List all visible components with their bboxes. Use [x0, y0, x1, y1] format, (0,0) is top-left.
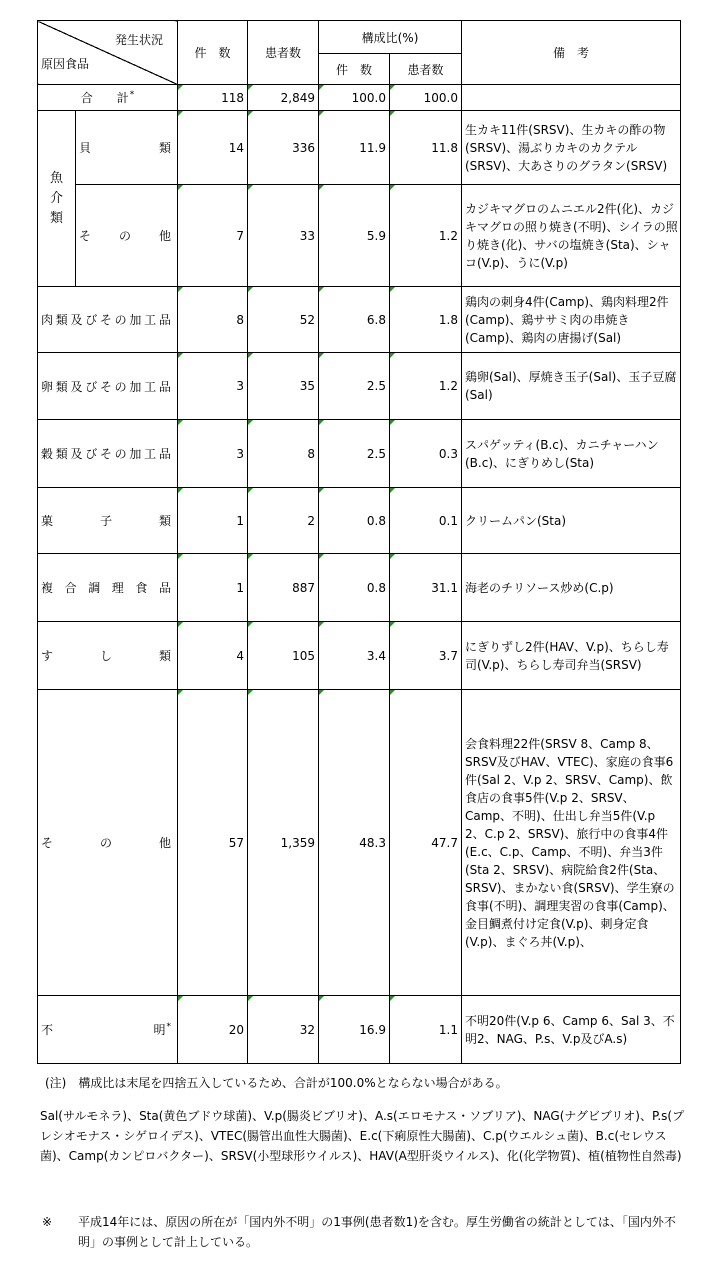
row-note: 不明20件(V.p 6、Camp 6、Sal 3、不明2、NAG、P.s、V.p及びA.s) [462, 996, 681, 1064]
row-ratio-cases: 5.9 [319, 185, 390, 287]
row-cases: 57 [178, 690, 248, 996]
row-note: 鶏卵(Sal)、厚焼き玉子(Sal)、玉子豆腐(Sal) [462, 353, 681, 420]
row-patients: 33 [248, 185, 319, 287]
row-label: 肉 類 及 び そ の 加 工 品 [38, 287, 178, 353]
row-ratio-cases: 16.9 [319, 996, 390, 1064]
row-note: スパゲッティ(B.c)、カニチャーハン(B.c)、にぎりめし(Sta) [462, 420, 681, 488]
footnote-rounding: (注) 構成比は末尾を四捨五入しているため、合計が100.0%とならない場合がある。 [45, 1076, 508, 1090]
table-row [38, 287, 681, 353]
table-row [38, 111, 681, 185]
row-label: 穀 類 及 び そ の 加 工 品 [38, 420, 178, 488]
row-ratio-cases: 2.5 [319, 420, 390, 488]
row-patients: 32 [248, 996, 319, 1064]
row-ratio-patients: 0.3 [390, 420, 462, 488]
total-ratio-patients: 100.0 [390, 85, 462, 111]
row-ratio-patients: 47.7 [390, 690, 462, 996]
row-ratio-cases: 0.8 [319, 554, 390, 622]
row-note: 生カキ11件(SRSV)、生カキの酢の物(SRSV)、湯ぶりカキのカクテル(SRSV)、大あさりのグラタン(SRSV) [462, 111, 681, 185]
row-patients: 105 [248, 622, 319, 690]
row-note: クリームパン(Sta) [462, 488, 681, 554]
row-ratio-patients: 1.2 [390, 353, 462, 420]
table-row [38, 420, 681, 488]
row-ratio-patients: 0.1 [390, 488, 462, 554]
footnote-abbreviations: Sal(サルモネラ)、Sta(黄色ブドウ球菌)、V.p(腸炎ビブリオ)、A.s(エロモナス・ソブリア)、NAG(ナグビブリオ)、P.s(プレシオモナス・シゲロイデス)、VTEC(腸管出血性大腸菌)、E.c(下痢原性大腸菌)、C.p(ウエルシュ菌)、B.c(セレウス菌)、Camp(カンピロバクター)、SRSV(小型球形ウイルス)、HAV(A型肝炎ウイルス)、化(化学物質)、植(植物性自然毒) [40, 1109, 685, 1163]
table-row [38, 353, 681, 420]
row-note: 鶏肉の刺身4件(Camp)、鶏肉料理2件(Camp)、鶏ササミ肉の串焼き(Camp)、鶏肉の唐揚げ(Sal) [462, 287, 681, 353]
row-patients: 8 [248, 420, 319, 488]
total-cases: 118 [178, 85, 248, 111]
row-cases: 14 [178, 111, 248, 185]
total-row [38, 85, 681, 111]
seafood-group-label: 魚 介 類 [38, 111, 76, 287]
row-note: 会食料理22件(SRSV 8、Camp 8、SRSV及びHAV、VTEC)、家庭の食事6件(Sal 2、V.p 2、SRSV、Camp)、飲食店の食事5件(V.p 2、SRSV、Camp、不明)、仕出し弁当5件(V.p 2、C.p 2、SRSV)、旅行中の食事4件(E.c、C.p、Camp、不明)、弁当3件(Sta 2、SRSV)、病院給食2件(Sta、SRSV)、まかない食(SRSV)、学生寮の食事(不明)、調理実習の食事(Camp)、金目鯛煮付け定食(V.p)、刺身定食(V.p)、まぐろ丼(V.p)、 [462, 690, 681, 996]
row-ratio-cases: 48.3 [319, 690, 390, 996]
row-ratio-patients: 1.2 [390, 185, 462, 287]
row-patients: 1,359 [248, 690, 319, 996]
row-label: 卵 類 及 び そ の 加 工 品 [38, 353, 178, 420]
footnote-mark: ※ [42, 1215, 53, 1229]
row-note: にぎりずし2件(HAV、V.p)、ちらし寿司(V.p)、ちらし寿司弁当(SRSV) [462, 622, 681, 690]
total-note [462, 85, 681, 111]
row-ratio-patients: 1.1 [390, 996, 462, 1064]
table-row [38, 488, 681, 554]
header-ratio-cases: 件 数 [319, 54, 390, 85]
header-diagonal-cell [38, 21, 178, 85]
header-cause-food: 原因食品 [41, 57, 90, 71]
header-patients: 患者数 [248, 21, 319, 85]
row-label: 不 明* [38, 996, 178, 1064]
row-ratio-patients: 3.7 [390, 622, 462, 690]
row-label: そ の 他 [38, 690, 178, 996]
footnote-unknown: 平成14年には、原因の所在が「国内外不明」の1事例(患者数1)を含む。厚生労働省の統計としては、「国内外不明」の事例として計上している。 [78, 1215, 676, 1249]
row-patients: 336 [248, 111, 319, 185]
header-ratio: 構成比(%) [319, 21, 462, 54]
table-row [38, 622, 681, 690]
row-patients: 2 [248, 488, 319, 554]
row-label: 貝 類 [76, 111, 178, 185]
table-row [38, 996, 681, 1064]
row-cases: 7 [178, 185, 248, 287]
row-patients: 52 [248, 287, 319, 353]
row-cases: 4 [178, 622, 248, 690]
row-patients: 35 [248, 353, 319, 420]
row-ratio-cases: 0.8 [319, 488, 390, 554]
header-ratio-patients: 患者数 [390, 54, 462, 85]
row-cases: 8 [178, 287, 248, 353]
row-ratio-cases: 6.8 [319, 287, 390, 353]
total-label: 合 計* [38, 85, 178, 111]
row-cases: 3 [178, 420, 248, 488]
row-label: 複 合 調 理 食 品 [38, 554, 178, 622]
total-ratio-cases: 100.0 [319, 85, 390, 111]
table-row [38, 554, 681, 622]
row-ratio-patients: 11.8 [390, 111, 462, 185]
food-poisoning-table [37, 20, 681, 1064]
row-ratio-cases: 11.9 [319, 111, 390, 185]
row-patients: 887 [248, 554, 319, 622]
header-notes: 備 考 [462, 21, 681, 85]
header-cases: 件 数 [178, 21, 248, 85]
row-note: カジキマグロのムニエル2件(化)、カジキマグロの照り焼き(不明)、シイラの照り焼き(化)、サバの塩焼き(Sta)、シャコ(V.p)、うに(V.p) [462, 185, 681, 287]
row-ratio-cases: 3.4 [319, 622, 390, 690]
row-label: す し 類 [38, 622, 178, 690]
total-patients: 2,849 [248, 85, 319, 111]
row-label: 菓 子 類 [38, 488, 178, 554]
row-cases: 20 [178, 996, 248, 1064]
row-cases: 1 [178, 488, 248, 554]
row-cases: 1 [178, 554, 248, 622]
header-occurrence: 発生状況 [114, 33, 163, 47]
table-row [38, 690, 681, 996]
row-ratio-cases: 2.5 [319, 353, 390, 420]
row-ratio-patients: 31.1 [390, 554, 462, 622]
row-note: 海老のチリソース炒め(C.p) [462, 554, 681, 622]
table-row [38, 185, 681, 287]
row-ratio-patients: 1.8 [390, 287, 462, 353]
row-cases: 3 [178, 353, 248, 420]
row-label: そ の 他 [76, 185, 178, 287]
